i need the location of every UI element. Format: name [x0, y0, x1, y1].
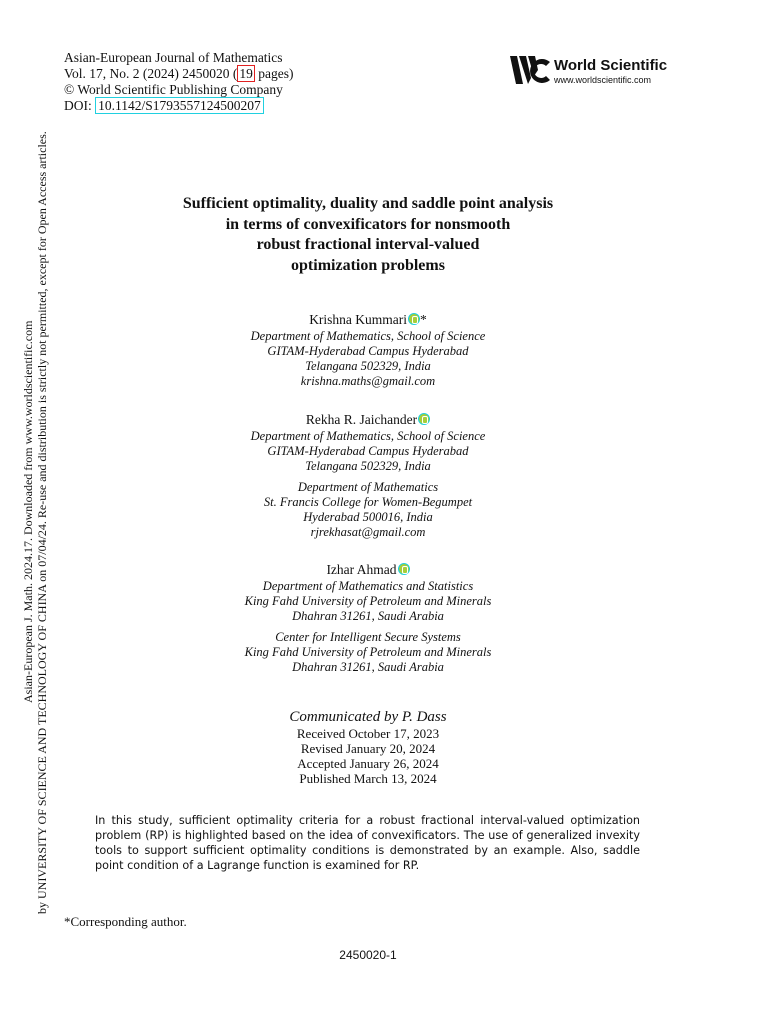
publisher-url: www.worldscientific.com	[554, 75, 652, 85]
author-name: Krishna Kummari *	[309, 312, 427, 327]
title-line: optimization problems	[291, 256, 445, 274]
affiliation: Department of Mathematics and Statistics King Fahd University of Petroleum and Minerals Dhahran 31261, Saudi Arabia	[244, 579, 492, 623]
publisher-logo	[510, 54, 680, 90]
communicated-by: Communicated by P. Dass	[289, 709, 447, 725]
author-block-3	[100, 561, 636, 675]
author-name: Izhar Ahmad	[100, 561, 636, 579]
download-notice	[18, 0, 48, 1024]
affiliation: Center for Intelligent Secure Systems King Fahd University of Petroleum and Minerals Dhahran 31261, Saudi Arabia	[244, 630, 492, 674]
author-block-2	[100, 411, 636, 540]
download-notice-line-2: by UNIVERSITY OF SCIENCE AND TECHNOLOGY OF CHINA on 07/04/24. Re-use and distribution is strictly not permitted, except for Open Access articles.	[35, 131, 49, 914]
affiliation: Department of Mathematics St. Francis College for Women-Begumpet Hyderabad 500016, India rjrekhasat@gmail.com	[100, 480, 636, 540]
page-count-link[interactable]: 19	[239, 66, 253, 81]
author-name: Rekha R. Jaichander	[100, 411, 636, 429]
author-block-1	[100, 311, 636, 389]
published-date: Published March 13, 2024	[299, 771, 437, 786]
orcid-icon[interactable]	[408, 313, 420, 325]
accepted-date: Accepted January 26, 2024	[297, 756, 439, 771]
journal-volume: Vol. 17, No. 2 (2024) 2450020 ( 19 pages)	[64, 66, 294, 81]
received-date: Received October 17, 2023	[296, 726, 440, 741]
title-line: in terms of convexificators for nonsmooth	[225, 215, 511, 233]
copyright: © World Scientific Publishing Company	[64, 82, 283, 97]
author-email: krishna.maths@gmail.com	[300, 374, 436, 388]
page-number: 2450020-1	[339, 948, 397, 962]
paper-title	[100, 194, 636, 276]
article-dates	[100, 708, 636, 786]
journal-info	[64, 50, 293, 114]
publisher-name: World Scientific	[554, 57, 668, 74]
journal-name: Asian-European Journal of Mathematics	[64, 50, 283, 65]
author-email: rjrekhasat@gmail.com	[310, 525, 426, 539]
affiliation: Department of Mathematics, School of Science GITAM-Hyderabad Campus Hyderabad Telangana 502329, India krishna.maths@gmail.com	[100, 329, 636, 389]
doi-link[interactable]: 10.1142/S1793557124500207	[95, 97, 264, 114]
download-notice-line-1: Asian-European J. Math. 2024.17. Downloaded from www.worldscientific.com	[21, 320, 35, 703]
title-line: Sufficient optimality, duality and saddle point analysis	[182, 195, 554, 212]
affiliation: Department of Mathematics, School of Science GITAM-Hyderabad Campus Hyderabad Telangana 502329, India	[250, 429, 486, 473]
corresponding-author-footnote: *Corresponding author.	[64, 914, 187, 929]
orcid-icon[interactable]	[418, 413, 430, 425]
orcid-icon[interactable]	[398, 563, 410, 575]
world-scientific-logo-icon	[510, 54, 552, 88]
doi-line: DOI: 10.1142/S1793557124500207	[64, 98, 293, 114]
revised-date: Revised January 20, 2024	[300, 741, 436, 756]
title-line: robust fractional interval-valued	[256, 236, 480, 253]
abstract: In this study, sufficient optimality criteria for a robust fractional interval-valued optimization problem (RP) is highlighted based on the idea of convexificators. The use of generalized invexity tools to support sufficient optimality conditions is demonstrated by an example. Also, saddle point condition of a Lagrange function is examined for RP.	[95, 814, 640, 872]
